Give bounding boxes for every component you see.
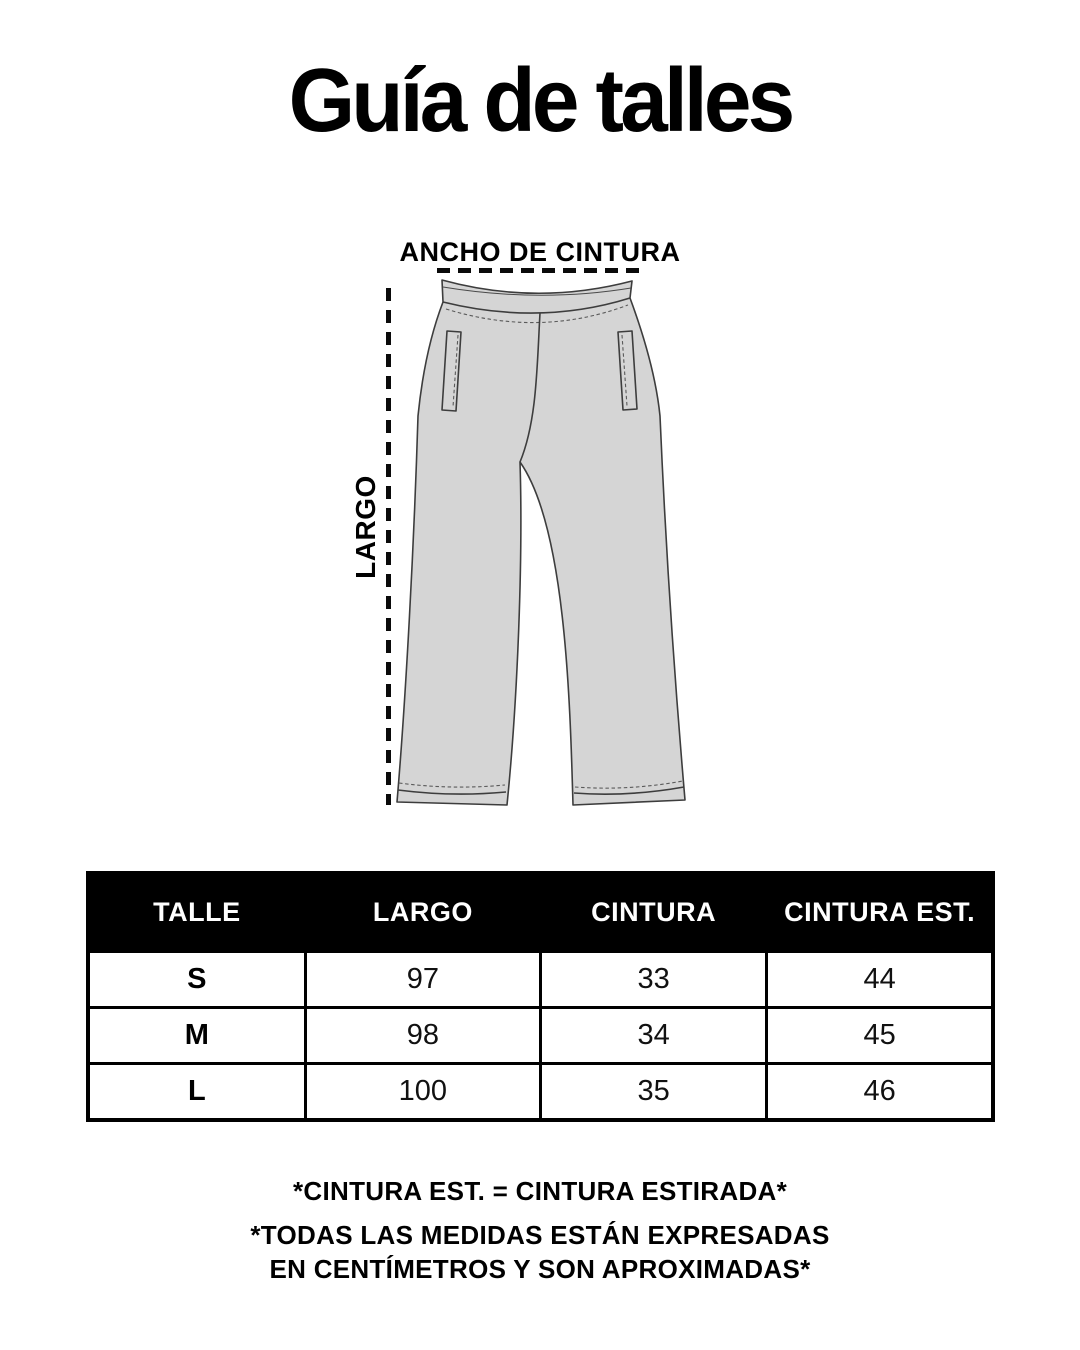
size-table-header-row <box>88 873 993 952</box>
note-cintura-est: *CINTURA EST. = CINTURA ESTIRADA* <box>292 1176 788 1206</box>
cell-m-cintura-est: 45 <box>767 1008 993 1064</box>
table-row-s <box>88 952 993 1008</box>
cell-l-cintura-est: 46 <box>767 1064 993 1121</box>
note-measurements-line2: EN CENTÍMETROS Y SON APROXIMADAS* <box>269 1254 811 1284</box>
cell-m-cintura: 34 <box>540 1008 766 1064</box>
waist-width-label: ANCHO DE CINTURA <box>399 237 681 267</box>
header-cintura-est: CINTURA EST. <box>767 873 993 952</box>
cell-size-s: S <box>88 952 305 1008</box>
page-title: Guía de talles <box>288 51 792 151</box>
length-dashed-line <box>386 288 391 805</box>
length-label: LARGO <box>350 475 381 579</box>
cell-s-cintura: 33 <box>540 952 766 1008</box>
header-talle: TALLE <box>88 873 305 952</box>
table-row-m <box>88 1008 993 1064</box>
cell-l-cintura: 35 <box>540 1064 766 1121</box>
note-measurements-line1: *TODAS LAS MEDIDAS ESTÁN EXPRESADAS <box>250 1220 830 1250</box>
pants-flat-sketch-icon <box>390 276 692 812</box>
cell-size-m: M <box>88 1008 305 1064</box>
waist-width-dashed-line <box>437 268 646 273</box>
cell-size-l: L <box>88 1064 305 1121</box>
cell-m-largo: 98 <box>305 1008 540 1064</box>
note-measurements <box>0 1218 1080 1286</box>
size-table <box>86 871 995 1122</box>
cell-l-largo: 100 <box>305 1064 540 1121</box>
cell-s-cintura-est: 44 <box>767 952 993 1008</box>
header-largo: LARGO <box>305 873 540 952</box>
header-cintura: CINTURA <box>540 873 766 952</box>
cell-s-largo: 97 <box>305 952 540 1008</box>
table-row-l <box>88 1064 993 1121</box>
